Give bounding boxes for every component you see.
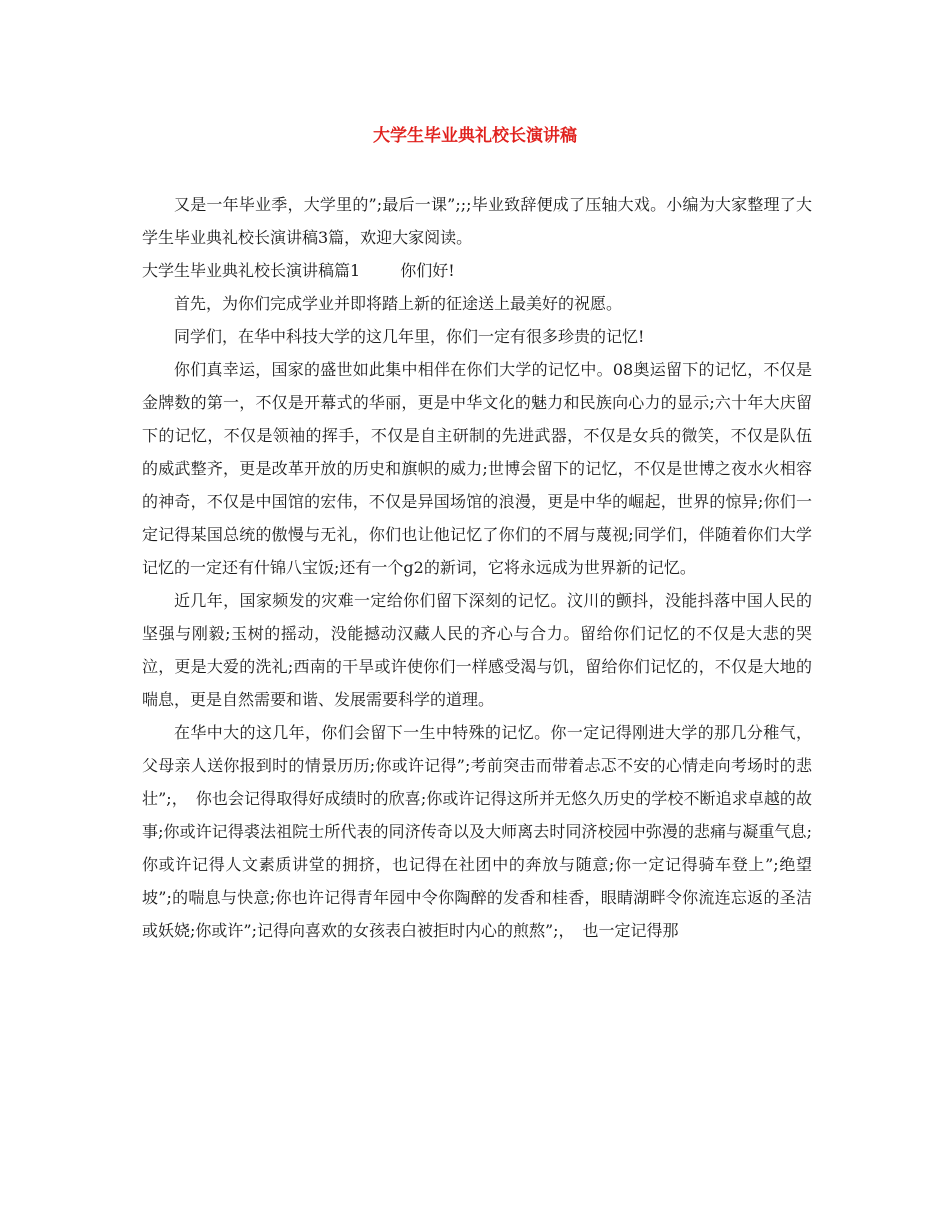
intro-paragraph: 又是一年毕业季，大学里的”;最后一课”;;;毕业致辞便成了压轴大戏。小编为大家整理了大学生毕业典礼校长演讲稿3篇，欢迎大家阅读。	[142, 195, 812, 247]
document-body	[142, 188, 812, 947]
paragraph: 你们真幸运，国家的盛世如此集中相伴在你们大学的记忆中。08奥运留下的记忆，不仅是金牌数的第一，不仅是开幕式的华丽，更是中华文化的魅力和民族向心力的显示;六十年大庆留下的记忆，不仅是领袖的挥手，不仅是自主研制的先进武器，不仅是女兵的微笑，不仅是队伍的威武整齐，更是改革开放的历史和旗帜的威力;世博会留下的记忆，不仅是世博之夜水火相容的神奇，不仅是中国馆的宏伟，不仅是异国场馆的浪漫，更是中华的崛起，世界的惊异;你们一定记得某国总统的傲慢与无礼，你们也让他记忆了你们的不屑与蔑视;同学们，伴随着你们大学记忆的一定还有什锦八宝饭;还有一个g2的新词，它将永远成为世界新的记忆。	[142, 360, 812, 577]
paragraph: 在华中大的这几年，你们会留下一生中特殊的记忆。你一定记得刚进大学的那几分稚气，父母亲人送你报到时的情景历历;你或许记得”;考前突击而带着忐忑不安的心情走向考场时的悲壮”;， 你也会记得取得好成绩时的欣喜;你或许记得这所并无悠久历史的学校不断追求卓越的故事;你或许记得裘法祖院士所代表的同济传奇以及大师离去时同济校园中弥漫的悲痛与凝重气息;你或许记得人文素质讲堂的拥挤，也记得在社团中的奔放与随意;你一定记得骑车登上”;绝望坡”;的喘息与快意;你也许记得青年园中令你陶醉的发香和桂香，眼睛湖畔令你流连忘返的圣洁或妖娆;你或许”;记得向喜欢的女孩表白被拒时内心的煎熬”;， 也一定记得那	[142, 723, 812, 940]
paragraph: 同学们，在华中科技大学的这几年里，你们一定有很多珍贵的记忆!	[174, 327, 645, 346]
paragraph: 首先，为你们完成学业并即将踏上新的征途送上最美好的祝愿。	[174, 294, 623, 313]
paragraph: 近几年，国家频发的灾难一定给你们留下深刻的记忆。汶川的颤抖，没能抖落中国人民的坚强与刚毅;玉树的摇动，没能撼动汉藏人民的齐心与合力。留给你们记忆的不仅是大悲的哭泣，更是大爱的洗礼;西南的干旱或许使你们一样感受渴与饥，留给你们记忆的，不仅是大地的喘息，更是自然需要和谐、发展需要科学的道理。	[142, 591, 812, 709]
section-heading: 大学生毕业典礼校长演讲稿篇1	[142, 261, 361, 280]
greeting: 你们好!	[400, 261, 455, 280]
document-title: 大学生毕业典礼校长演讲稿	[373, 126, 577, 146]
section-heading-line	[142, 254, 812, 287]
